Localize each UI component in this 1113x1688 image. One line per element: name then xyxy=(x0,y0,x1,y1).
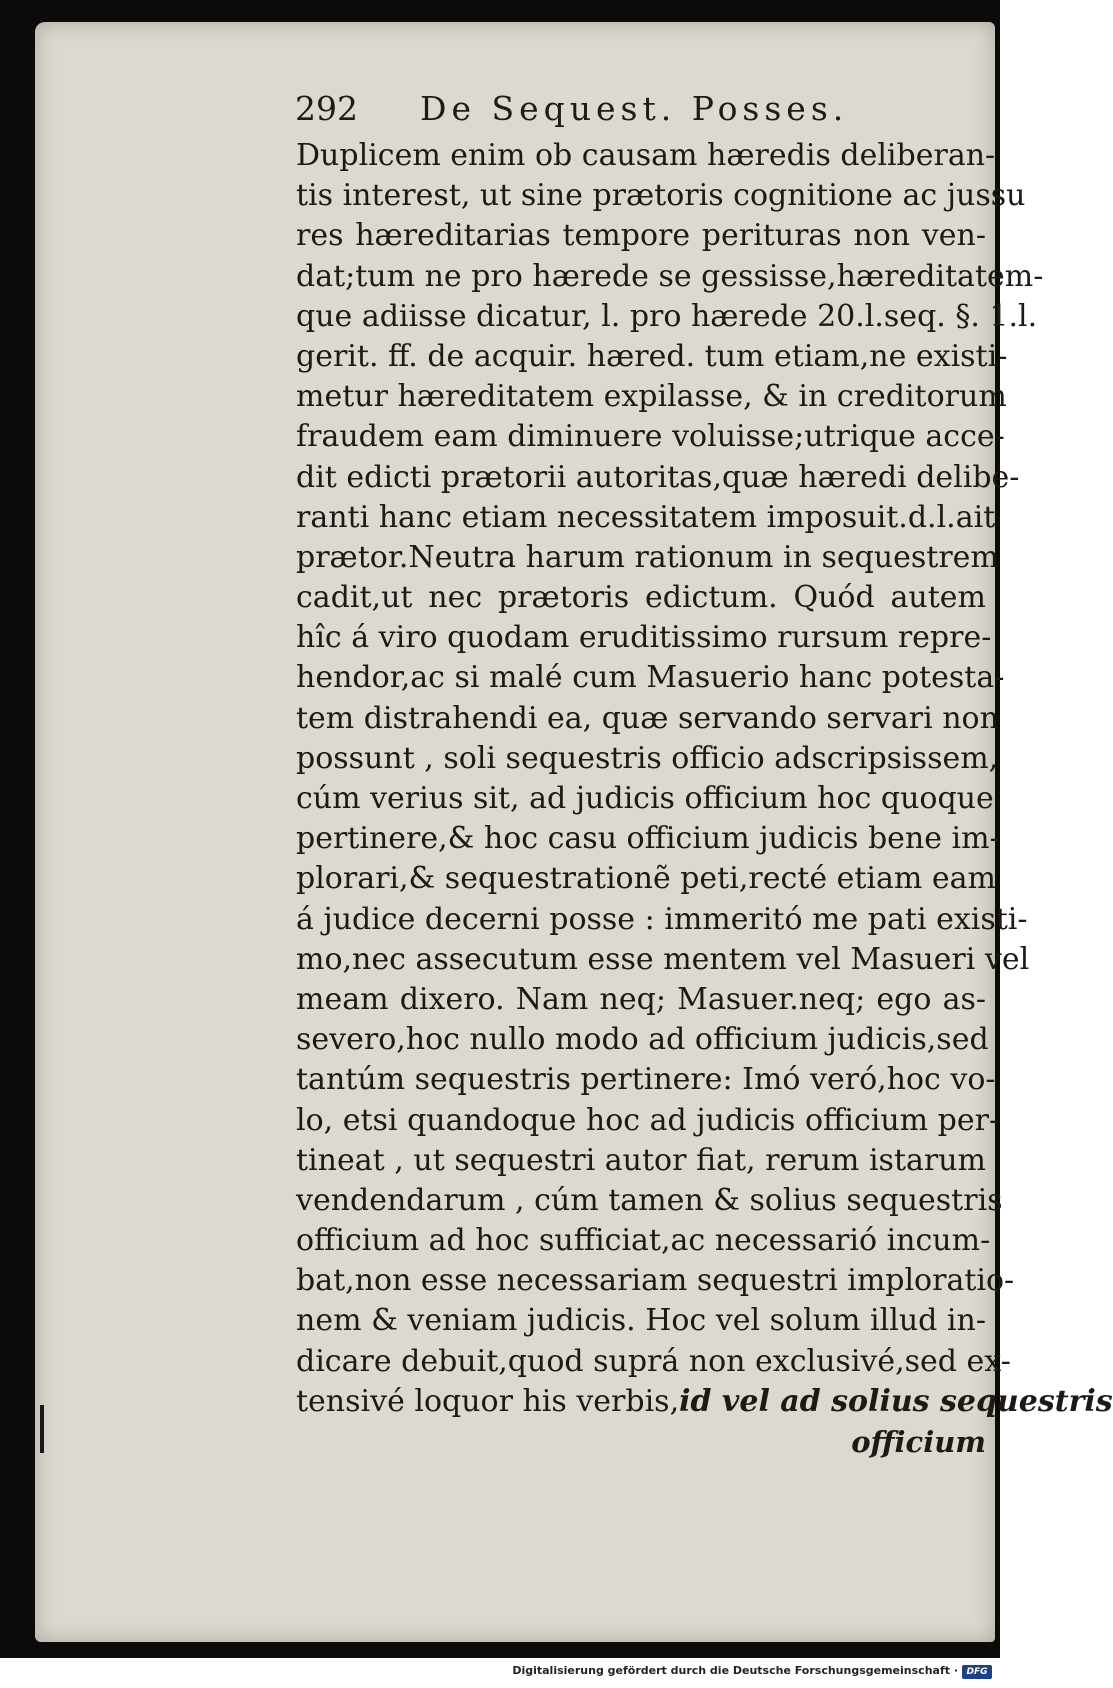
text-line: lo, etsi quandoque hoc ad judicis officium per- xyxy=(296,1102,1000,1138)
text-line: bat,non esse necessariam sequestri imploratio- xyxy=(296,1263,1015,1299)
text-lines xyxy=(296,136,1044,1382)
text-line: que adiisse dicatur, l. pro hærede 20.l.seq. §. 1.l. xyxy=(296,298,1038,334)
gutter-mark xyxy=(40,1405,44,1453)
text-line: cadit,ut nec prætoris edictum. Quód autem xyxy=(296,580,986,616)
text-line: fraudem eam diminuere voluisse;utrique acce- xyxy=(296,419,1005,455)
text-line: cúm verius sit, ad judicis officium hoc quoque xyxy=(296,781,994,816)
text-line: vendendarum , cúm tamen & solius sequestris xyxy=(296,1182,1003,1218)
text-line: nem & veniam judicis. Hoc vel solum illud in- xyxy=(296,1303,986,1339)
digitization-footer xyxy=(0,1660,1000,1688)
last-line-roman: tensivé loquor his verbis, xyxy=(296,1383,680,1419)
text-line: prætor.Neutra harum rationum in sequestrem xyxy=(296,539,999,575)
text-line: ranti hanc etiam necessitatem imposuit.d.l.ait xyxy=(296,499,996,535)
text-line: hendor,ac si malé cum Masuerio hanc potesta- xyxy=(296,660,1005,696)
text-line: tis interest, ut sine prætoris cognitione ac jussu xyxy=(296,178,1026,214)
text-line: mo,nec assecutum esse mentem vel Masueri vel xyxy=(296,941,1030,977)
text-line: á judice decerni posse : immeritó me pati existi- xyxy=(296,901,1028,937)
text-line: metur hæreditatem expilasse, & in creditorum xyxy=(296,379,1007,415)
text-line: tantúm sequestris pertinere: Imó veró,hoc vo- xyxy=(296,1062,996,1098)
footer-credit: Digitalisierung gefördert durch die Deutsche Forschungsgemeinschaft · xyxy=(512,1664,958,1677)
text-line: pertinere,& hoc casu officium judicis bene im- xyxy=(296,821,1000,857)
text-line: dicare debuit,quod suprá non exclusivé,sed ex- xyxy=(296,1343,1011,1379)
text-line: tineat , ut sequestri autor fiat, rerum istarum xyxy=(296,1142,986,1178)
text-line: severo,hoc nullo modo ad officium judicis,sed xyxy=(296,1022,989,1058)
text-line: dit edicti prætorii autoritas,quæ hæredi delibe- xyxy=(296,459,1020,495)
last-line-italic: id vel ad solius sequestris xyxy=(679,1383,1113,1419)
body-text xyxy=(296,136,1113,1462)
text-line: gerit. ff. de acquir. hæred. tum etiam,ne existi- xyxy=(296,338,1008,374)
running-title: De Sequest. Posses. xyxy=(420,89,849,128)
dfg-logo: DFG xyxy=(962,1665,992,1679)
text-line: res hæreditarias tempore perituras non ven- xyxy=(296,218,986,254)
catchword: officium xyxy=(851,1425,986,1459)
text-line-last xyxy=(296,1382,1113,1422)
text-line: dat;tum ne pro hærede se gessisse,hæreditatem- xyxy=(296,258,1044,294)
text-line: meam dixero. Nam neq; Masuer.neq; ego as- xyxy=(296,981,986,1017)
page-header xyxy=(295,84,935,134)
text-line: Duplicem enim ob causam hæredis deliberan- xyxy=(296,138,996,173)
text-line: possunt , soli sequestris officio adscripsissem, xyxy=(296,740,999,776)
text-line: hîc á viro quodam eruditissimo rursum repre- xyxy=(296,620,992,656)
text-line: plorari,& sequestrationẽ peti,recté etiam eam xyxy=(296,861,996,897)
text-line: tem distrahendi ea, quæ servando servari non xyxy=(296,700,999,736)
page-number: 292 xyxy=(295,89,358,128)
text-line: officium ad hoc sufficiat,ac necessarió incum- xyxy=(296,1223,991,1259)
